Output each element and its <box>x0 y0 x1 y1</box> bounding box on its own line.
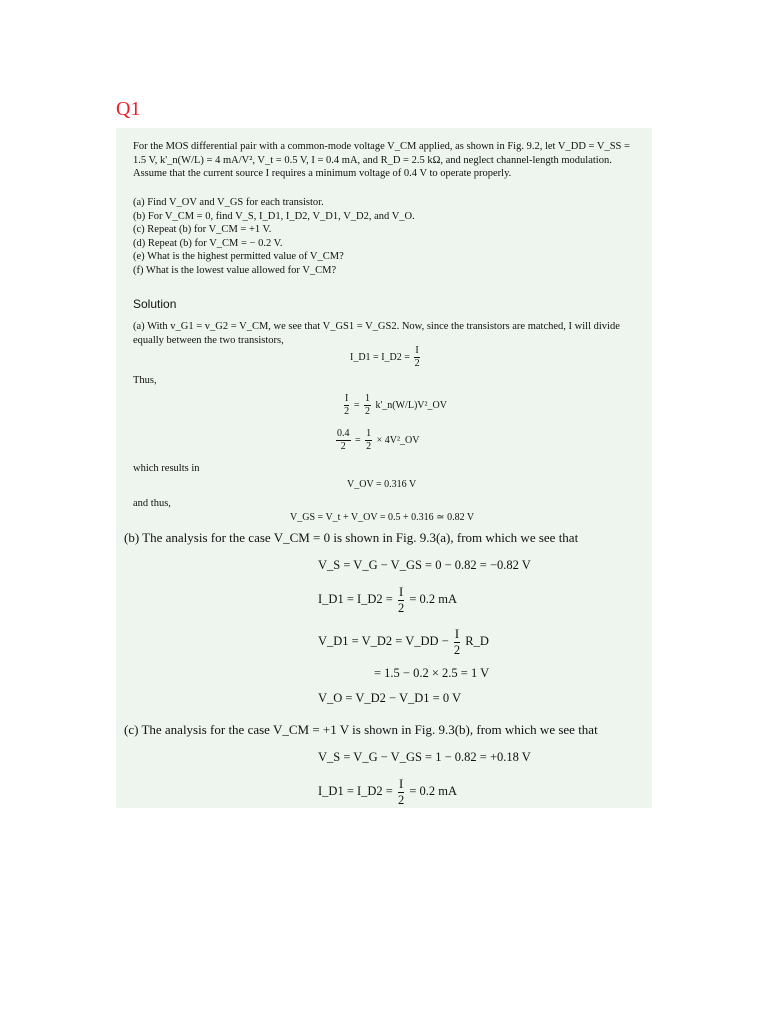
equation-id-split: I_D1 = I_D2 = $\frac{I}{2}$ <box>350 345 420 369</box>
b-vo-equation: V_O = V_D2 − V_D1 = 0 V <box>318 691 462 705</box>
b-vd-calculation: = 1.5 − 0.2 × 2.5 = 1 V <box>374 666 490 680</box>
fraction: $\frac{I}{2}$ <box>414 345 420 369</box>
question-label: Q1 <box>116 98 141 120</box>
equation-numeric: $\frac{0.4}{2}$ = $\frac{1}{2}$ × 4V²_OV <box>337 428 420 452</box>
thus-label: Thus, <box>133 375 157 386</box>
problem-part-f: (f) What is the lowest value allowed for V_CM? <box>133 264 337 276</box>
problem-part-b: (b) For V_CM = 0, find V_S, I_D1, I_D2, V_D1, V_D2, and V_O. <box>133 210 415 222</box>
c-vs-equation: V_S = V_G − V_GS = 1 − 0.82 = +0.18 V <box>318 750 531 764</box>
solution-heading: Solution <box>133 297 177 311</box>
problem-parts <box>133 196 638 277</box>
problem-statement: For the MOS differential pair with a common-mode voltage V_CM applied, as shown in Fig. 9.2, let V_DD = V_SS = 1.5 V, k'_n(W/L) = 4 mA/V², V_t = 0.5 V, I = 0.4 mA, and R_D = 2.5 kΩ, and neglect channel-length modulation. Assume that the current source I requires a minimum voltage of 0.4 V to operate properly. <box>133 141 630 179</box>
vgs-result: V_GS = V_t + V_OV = 0.5 + 0.316 ≃ 0.82 V <box>290 512 475 523</box>
b-id-equation: I_D1 = I_D2 = $\frac{I}{2}$ = 0.2 mA <box>318 585 458 615</box>
which-results-label: which results in <box>133 463 200 474</box>
problem-part-a: (a) Find V_OV and V_GS for each transistor. <box>133 197 324 208</box>
part-b-text: (b) The analysis for the case V_CM = 0 is shown in Fig. 9.3(a), from which we see that <box>124 530 579 545</box>
problem-part-d: (d) Repeat (b) for V_CM = − 0.2 V. <box>133 237 283 249</box>
b-vs-equation: V_S = V_G − V_GS = 0 − 0.82 = −0.82 V <box>318 558 531 572</box>
equation-half-current: $\frac{I}{2}$ = $\frac{1}{2}$ k'_n(W/L)V²_OV <box>344 393 447 417</box>
c-id-equation: I_D1 = I_D2 = $\frac{I}{2}$ = 0.2 mA <box>318 777 458 807</box>
scanned-solution-page <box>116 128 652 808</box>
part-a-text: (a) With v_G1 = v_G2 = V_CM, we see that V_GS1 = V_GS2. Now, since the transistors are matched, I will divide equally between the two transistors, <box>133 321 620 346</box>
problem-part-c: (c) Repeat (b) for V_CM = +1 V. <box>133 224 272 235</box>
problem-part-e: (e) What is the highest permitted value of V_CM? <box>133 251 344 262</box>
and-thus-label: and thus, <box>133 498 171 509</box>
part-c-text: (c) The analysis for the case V_CM = +1 V is shown in Fig. 9.3(b), from which we see that <box>124 722 598 737</box>
b-vd-equation: V_D1 = V_D2 = V_DD − $\frac{I}{2}$ R_D <box>318 627 489 657</box>
vov-result: V_OV = 0.316 V <box>347 479 417 490</box>
